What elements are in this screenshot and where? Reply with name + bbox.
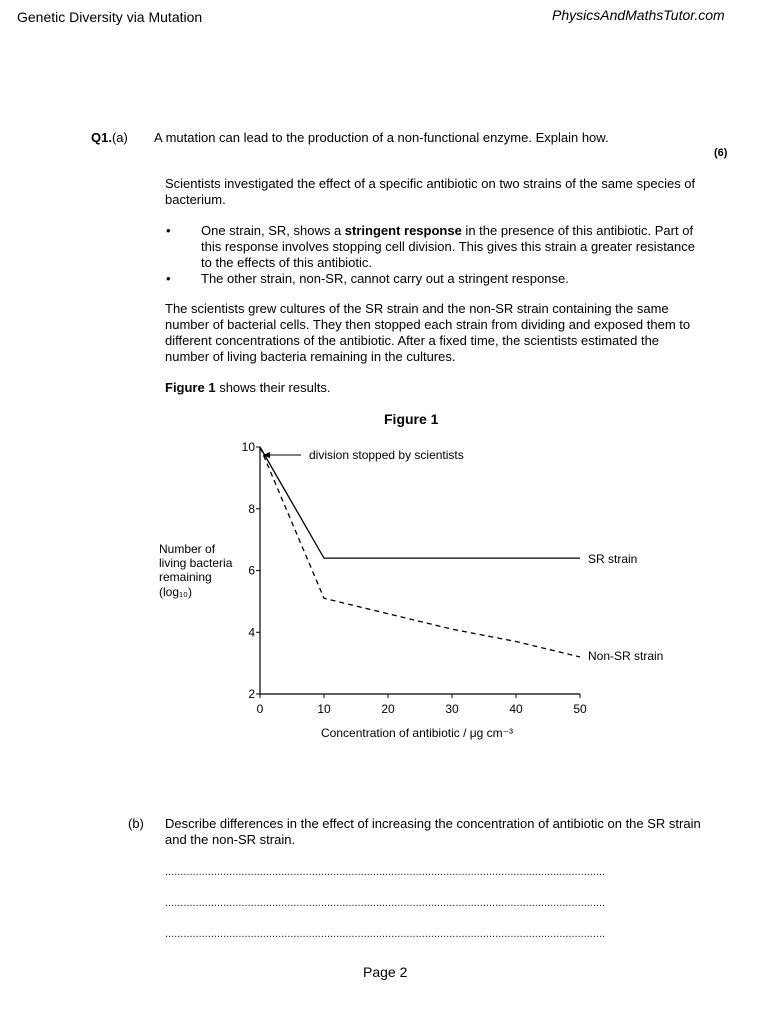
bullet-dot-1: •	[166, 223, 171, 238]
page-number: Page 2	[363, 964, 408, 980]
method-paragraph: The scientists grew cultures of the SR strain and the non-SR strain containing the same number of bacterial cells. They then stopped each strain from dividing and exposed them to different concentrations of the antibiotic. After a fixed time, the scientists estimated the number of living bacteria remaining in the cultures.	[165, 301, 691, 364]
y-tick-label-6: 6	[248, 563, 255, 578]
answer-line-2[interactable]: ................................................................................................................................................	[165, 897, 606, 909]
figure-reference-rest: shows their results.	[215, 380, 331, 395]
bullet-1-after: in the presence of this antibiotic. Part of this response involves stopping cell division. This gives this strain a greater resistance to the effects of this antibiotic.	[201, 223, 695, 270]
y-label-line-2: living bacteria	[159, 556, 233, 570]
bullet-1-bold: stringent response	[344, 223, 462, 238]
y-tick-label-10: 10	[241, 440, 255, 454]
answer-line-3[interactable]: ................................................................................................................................................	[165, 928, 606, 940]
y-label-line-4: (log₁₀)	[159, 585, 193, 599]
part-a-marks: (6)	[714, 147, 728, 159]
x-tick-label-0: 0	[256, 702, 264, 716]
part-b-label: (b)	[128, 816, 144, 831]
chart-annotation	[263, 448, 464, 462]
header-source-site: PhysicsAndMathsTutor.com	[552, 7, 725, 23]
y-axis-label	[159, 542, 233, 599]
annotation-text: division stopped by scientists	[309, 448, 464, 462]
answer-line-1[interactable]: ................................................................................................................................................	[165, 866, 606, 878]
y-tick-label-8: 8	[248, 501, 255, 516]
series-line-non-sr	[260, 447, 580, 657]
document-header-title: Genetic Diversity via Mutation	[17, 9, 203, 25]
figure-caption: Figure 1	[384, 411, 439, 427]
legend-non-sr-strain: Non-SR strain	[588, 649, 664, 663]
x-tick-label-50: 50	[573, 702, 587, 716]
intro-paragraph: Scientists investigated the effect of a specific antibiotic on two strains of the same species of bacterium.	[165, 176, 696, 207]
chart-series	[260, 447, 580, 657]
part-b-text: Describe differences in the effect of increasing the concentration of antibiotic on the SR strain and the non-SR strain.	[165, 816, 701, 847]
series-line-sr	[260, 447, 580, 558]
question-number-text: Q1.	[91, 130, 112, 145]
bullet-1-before: One strain, SR, shows a	[201, 223, 345, 238]
part-a-label: (a)	[111, 130, 128, 145]
x-tick-label-10: 10	[317, 702, 331, 716]
y-tick-label-4: 4	[248, 625, 255, 640]
x-tick-label-40: 40	[509, 702, 523, 716]
x-tick-label-30: 30	[445, 702, 459, 716]
y-label-line-3: remaining	[159, 570, 212, 584]
bullet-dot-2: •	[166, 271, 171, 286]
chart-ticks	[242, 440, 587, 716]
y-tick-label-2: 2	[248, 687, 255, 701]
x-axis-label: Concentration of antibiotic / μg cm⁻³	[321, 726, 513, 740]
legend-sr-strain: SR strain	[588, 552, 638, 566]
x-tick-label-20: 20	[381, 702, 395, 716]
bullet-2-text: The other strain, non-SR, cannot carry out a stringent response.	[201, 271, 569, 286]
figure-reference-bold: Figure 1	[165, 380, 216, 395]
part-a-text: A mutation can lead to the production of a non-functional enzyme. Explain how.	[154, 130, 609, 145]
y-label-line-1: Number of	[159, 542, 216, 556]
